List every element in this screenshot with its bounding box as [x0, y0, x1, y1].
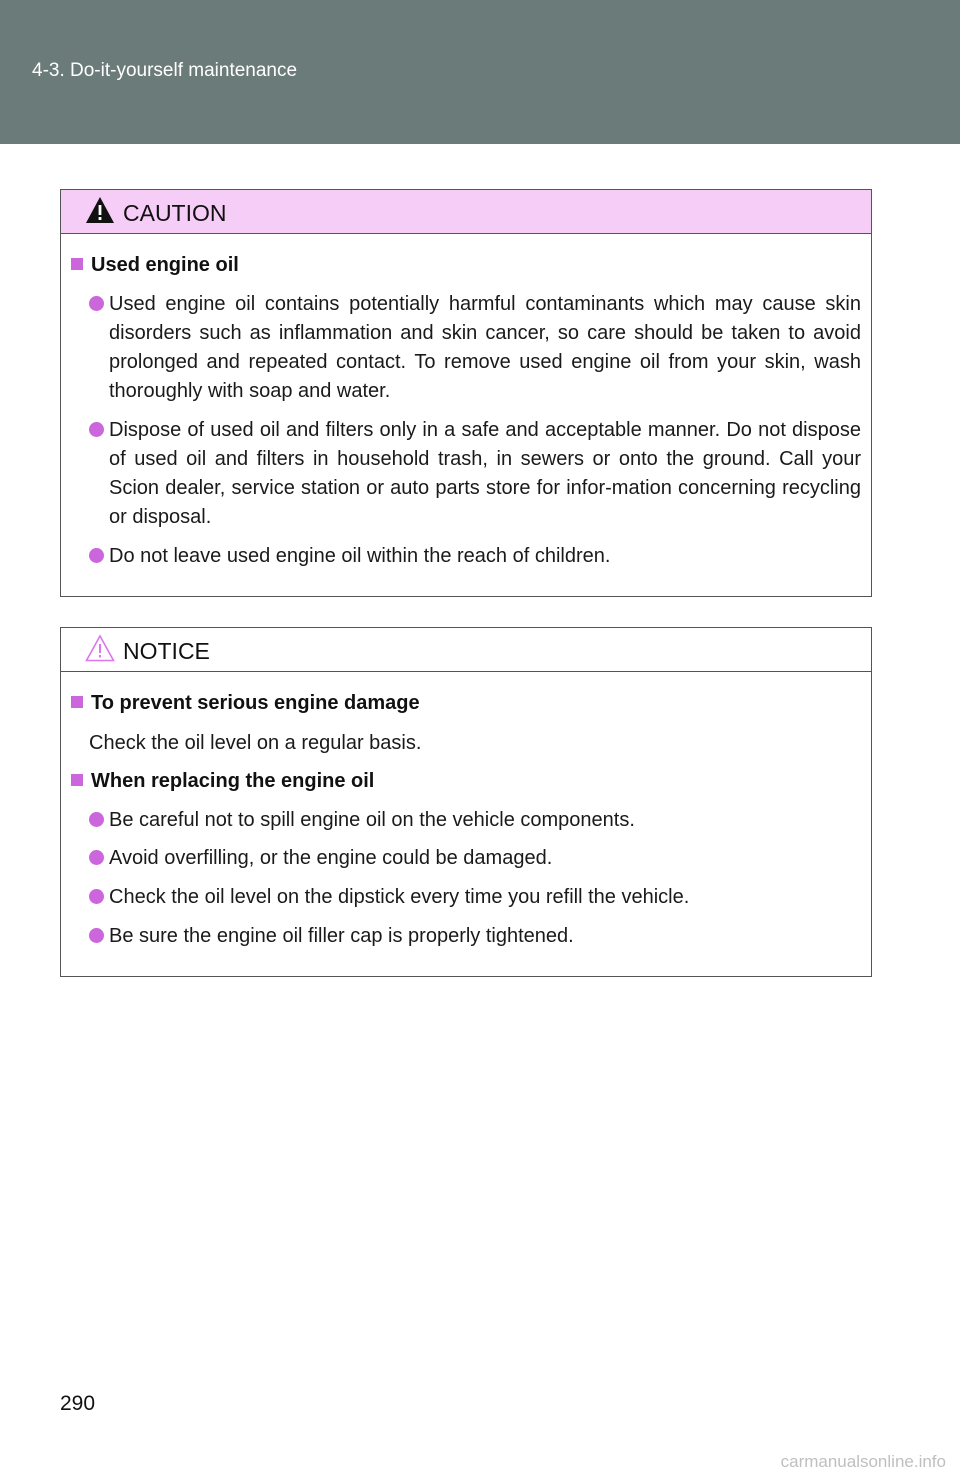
list-item: Be careful not to spill engine oil on the vehicle components. — [89, 806, 861, 835]
warning-icon — [85, 196, 115, 224]
square-bullet-icon — [71, 774, 83, 786]
header-band — [0, 0, 960, 144]
circle-bullet-icon — [89, 889, 104, 904]
circle-bullet-icon — [89, 548, 104, 563]
list-item: Used engine oil contains potentially harmful contaminants which may cause skin disorders such as inflammation and skin cancer, so care should be taken to avoid prolonged and repeated contact. To remove used engine oil from your skin, wash thoroughly with soap and water. — [89, 290, 861, 406]
circle-bullet-icon — [89, 850, 104, 865]
caution-heading: Used engine oil — [71, 254, 239, 277]
caution-title: CAUTION — [123, 200, 227, 226]
list-item: Do not leave used engine oil within the reach of children. — [89, 542, 861, 571]
notice-title: NOTICE — [123, 638, 210, 664]
notice-heading-1: To prevent serious engine damage — [71, 692, 420, 715]
caution-header — [61, 190, 871, 234]
notice-text-1: Check the oil level on a regular basis. — [89, 732, 422, 754]
list-item: Be sure the engine oil filler cap is properly tightened. — [89, 922, 861, 951]
list-item: Check the oil level on the dipstick every time you refill the vehicle. — [89, 883, 861, 912]
caution-box — [60, 189, 872, 597]
watermark: carmanualsonline.info — [780, 1452, 946, 1471]
notice-box — [60, 627, 872, 977]
section-title: 4-3. Do-it-yourself maintenance — [32, 60, 298, 81]
circle-bullet-icon — [89, 296, 104, 311]
square-bullet-icon — [71, 696, 83, 708]
circle-bullet-icon — [89, 422, 104, 437]
circle-bullet-icon — [89, 928, 104, 943]
notice-heading-2: When replacing the engine oil — [71, 770, 374, 793]
circle-bullet-icon — [89, 812, 104, 827]
list-item: Avoid overfilling, or the engine could be damaged. — [89, 844, 861, 873]
page-number: 290 — [60, 1392, 96, 1415]
warning-outline-icon — [85, 634, 115, 662]
notice-header — [61, 628, 871, 672]
square-bullet-icon — [71, 258, 83, 270]
list-item: Dispose of used oil and filters only in a safe and acceptable manner. Do not dispose of used oil and filters in household trash, in sewers or onto the ground. Call your Scion dealer, service station or auto parts store for infor-mation concerning recycling or disposal. — [89, 416, 861, 532]
